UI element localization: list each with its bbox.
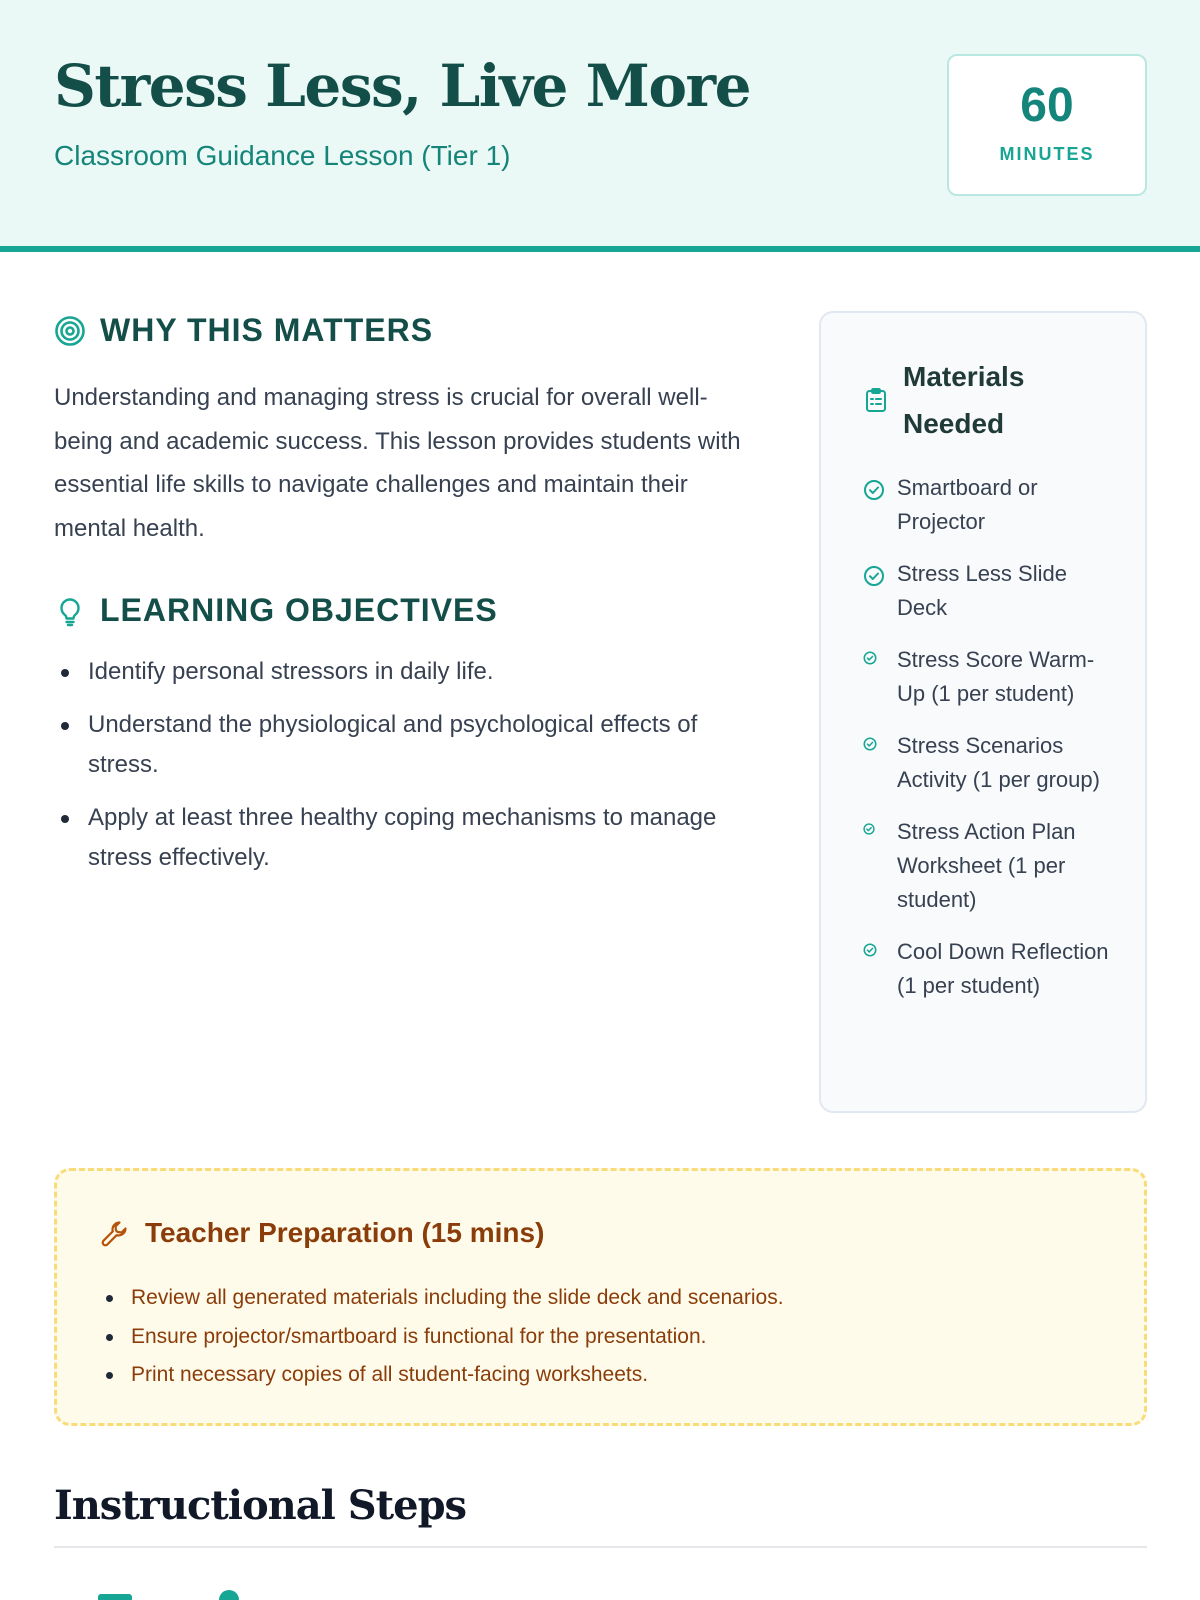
- preparation-item: Ensure projector/smartboard is functional for the presentation.: [99, 1318, 1099, 1357]
- wrench-icon: [99, 1217, 131, 1249]
- lesson-header: [0, 0, 1200, 252]
- lesson-subtitle: Classroom Guidance Lesson (Tier 1): [54, 140, 511, 171]
- materials-heading-label: Materials Needed: [903, 361, 1025, 439]
- material-label: Stress Score Warm-Up (1 per student): [897, 647, 1095, 706]
- preparation-heading: [99, 1217, 544, 1249]
- objective-item: Identify personal stressors in daily life.: [54, 652, 754, 692]
- duration-unit: MINUTES: [999, 144, 1095, 164]
- material-item: [863, 729, 1113, 797]
- materials-list: [863, 471, 1113, 1021]
- why-heading: [54, 312, 433, 349]
- material-label: Stress Scenarios Activity (1 per group): [897, 733, 1100, 792]
- objectives-heading-label: LEARNING OBJECTIVES: [100, 592, 498, 628]
- lesson-title: Stress Less, Live More: [54, 52, 750, 120]
- objectives-heading: [54, 592, 498, 629]
- materials-card: [819, 311, 1147, 1113]
- why-heading-label: WHY THIS MATTERS: [100, 312, 434, 348]
- preparation-item: Review all generated materials including the slide deck and scenarios.: [99, 1279, 1099, 1318]
- why-text: Understanding and managing stress is crucial for overall well-being and academic success. This lesson provides students with essential life skills to navigate challenges and maintain their mental health.: [54, 384, 741, 542]
- material-label: Stress Action Plan Worksheet (1 per student): [897, 819, 1076, 912]
- check-circle-icon: [863, 823, 875, 835]
- material-item: [863, 643, 1113, 711]
- objectives-list: [54, 652, 754, 891]
- check-circle-icon: [863, 737, 877, 751]
- check-circle-icon: [863, 479, 885, 501]
- material-label: Smartboard or Projector: [897, 475, 1038, 534]
- check-circle-icon: [863, 943, 877, 957]
- check-circle-icon: [863, 565, 885, 587]
- preparation-item: Print necessary copies of all student-facing worksheets.: [99, 1356, 1099, 1395]
- duration-value: 60: [1020, 79, 1074, 132]
- objective-item: Apply at least three healthy coping mechanisms to manage stress effectively.: [54, 798, 754, 878]
- materials-heading: [863, 353, 1063, 447]
- check-circle-icon: [863, 651, 877, 665]
- instructional-steps-heading: Instructional Steps: [54, 1482, 467, 1529]
- clipboard-icon: [863, 387, 889, 413]
- material-item: [863, 557, 1113, 625]
- teacher-preparation-box: [54, 1168, 1147, 1426]
- steps-divider: [54, 1546, 1147, 1548]
- timeline-dot: [219, 1590, 239, 1600]
- step-marker: [98, 1594, 132, 1600]
- material-label: Stress Less Slide Deck: [897, 561, 1067, 620]
- objective-item: Understand the physiological and psychological effects of stress.: [54, 705, 754, 785]
- preparation-heading-label: Teacher Preparation (15 mins): [145, 1217, 545, 1248]
- lightbulb-icon: [54, 595, 86, 627]
- material-label: Cool Down Reflection (1 per student): [897, 939, 1109, 998]
- material-item: [863, 471, 1113, 539]
- material-item: [863, 815, 1113, 917]
- duration-badge: [947, 54, 1147, 196]
- target-icon: [54, 315, 86, 347]
- material-item: [863, 935, 1113, 1003]
- preparation-list: [99, 1279, 1099, 1395]
